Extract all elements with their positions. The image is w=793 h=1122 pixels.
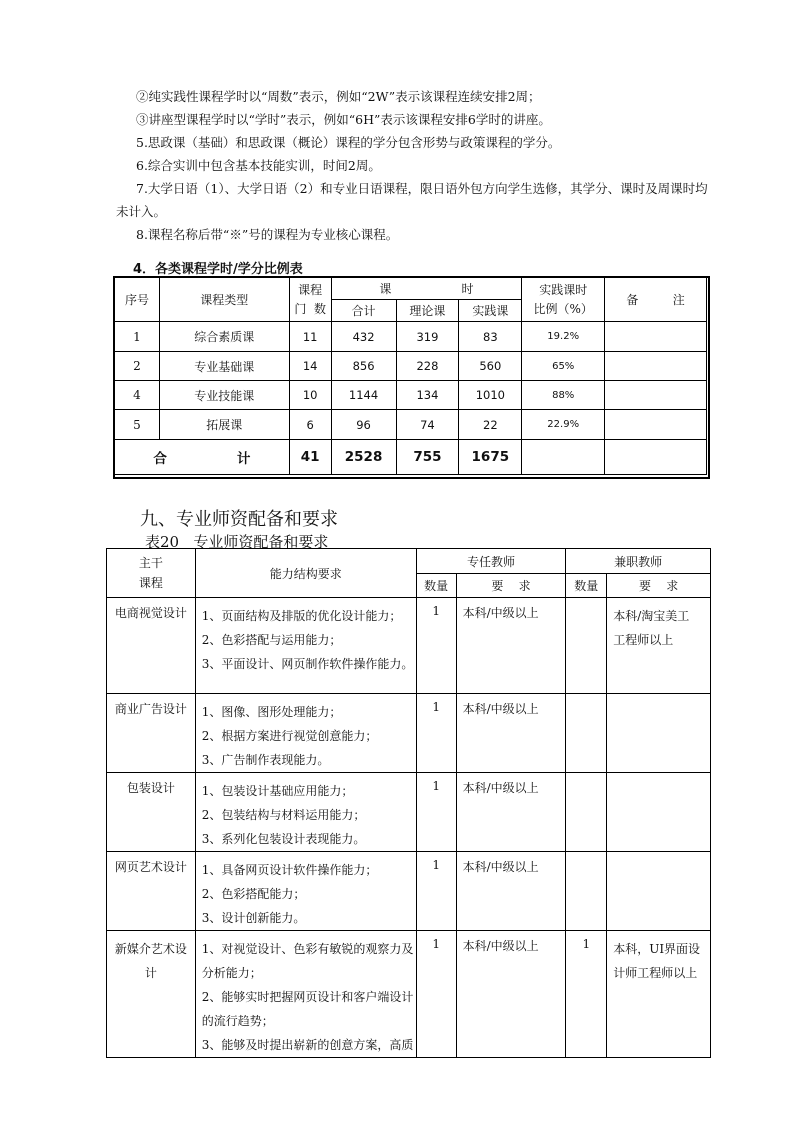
cell-course [107, 931, 196, 1058]
pt-req-line: 工程师以上 [613, 633, 674, 647]
total-hours: 2528 [331, 440, 396, 475]
ability-line: 2、根据方案进行视觉创意能力； [201, 729, 378, 743]
cell-pt-req [607, 598, 711, 694]
header-remark: 备 注 [605, 278, 707, 322]
header-hours-right: 时 [461, 282, 474, 296]
teacher-staffing-table [106, 548, 711, 1058]
cell-course: 电商视觉设计 [107, 598, 196, 694]
cell-count: 6 [289, 410, 331, 440]
cell-total: 1144 [331, 381, 396, 410]
course-line: 计 [144, 966, 157, 980]
cell-theory: 319 [396, 322, 459, 352]
header-hours [331, 278, 522, 300]
header-ability: 能力结构要求 [195, 549, 416, 598]
note-2: ②纯实践性课程学时以“周数”表示，例如“2W”表示该课程连续安排2周； [136, 89, 541, 104]
ability-line: 1、具备网页设计软件操作能力； [201, 863, 378, 877]
note-6: 6.综合实训中包含基本技能实训，时间2周。 [136, 158, 381, 173]
table-row [107, 694, 711, 773]
cell-pt-qty [566, 694, 607, 773]
header-practice-ratio [522, 278, 605, 322]
note-5: 5.思政课（基础）和思政课（概论）课程的学分包含形势与政策课程的学分。 [136, 135, 561, 150]
cell-ratio: 65% [522, 352, 605, 381]
cell-ft-qty: 1 [416, 598, 456, 694]
total-ratio-empty [522, 440, 605, 475]
ability-line: 的流行趋势； [201, 1014, 274, 1028]
pt-req-line: 计师工程师以上 [613, 966, 698, 980]
cell-ft-req: 本科/中级以上 [456, 852, 566, 931]
table-row [115, 322, 707, 352]
header-ft-req: 要 求 [456, 574, 566, 598]
cell-seq: 5 [115, 410, 160, 440]
cell-ft-req: 本科/中级以上 [456, 931, 566, 1058]
total-count: 41 [289, 440, 331, 475]
cell-type: 拓展课 [159, 410, 289, 440]
cell-remark [605, 352, 707, 381]
cell-pt-qty: 1 [566, 931, 607, 1058]
cell-theory: 74 [396, 410, 459, 440]
header-ft-qty: 数量 [416, 574, 456, 598]
header-count-top: 课程 [298, 282, 323, 297]
ability-line: 3、设计创新能力。 [201, 911, 306, 925]
ability-line: 2、能够实时把握网页设计和客户端设计 [201, 990, 414, 1004]
table-row [107, 931, 711, 1058]
cell-ratio: 22.9% [522, 410, 605, 440]
cell-seq: 1 [115, 322, 160, 352]
ability-line: 1、页面结构及排版的优化设计能力； [201, 609, 402, 623]
cell-remark [605, 322, 707, 352]
cell-abilities [195, 598, 416, 694]
note-8: 8.课程名称后带“※”号的课程为专业核心课程。 [136, 227, 399, 242]
course-hours-ratio-table [114, 277, 707, 475]
header-course-bottom: 课程 [138, 576, 163, 590]
total-label [115, 440, 290, 475]
cell-ft-qty: 1 [416, 852, 456, 931]
cell-pt-qty [566, 773, 607, 852]
ability-line: 分析能力； [201, 966, 262, 980]
cell-count: 11 [289, 322, 331, 352]
cell-count: 10 [289, 381, 331, 410]
note-3: ③讲座型课程学时以“学时”表示，例如“6H”表示该课程安排6学时的讲座。 [136, 112, 551, 127]
header-parttime: 兼职教师 [566, 549, 711, 574]
header-hours-left: 课 [379, 282, 392, 296]
header-total: 合计 [331, 300, 396, 322]
cell-abilities [195, 694, 416, 773]
cell-theory: 228 [396, 352, 459, 381]
table-row [115, 410, 707, 440]
cell-ft-req: 本科/中级以上 [456, 773, 566, 852]
cell-total: 432 [331, 322, 396, 352]
ability-line: 2、色彩搭配能力； [201, 887, 306, 901]
cell-ft-req: 本科/中级以上 [456, 694, 566, 773]
header-pt-req: 要 求 [607, 574, 711, 598]
cell-practice: 560 [459, 352, 522, 381]
cell-ft-req: 本科/中级以上 [456, 598, 566, 694]
ability-line: 3、平面设计、网页制作软件操作能力。 [201, 657, 414, 671]
cell-total: 856 [331, 352, 396, 381]
table-row [107, 773, 711, 852]
cell-ft-qty: 1 [416, 931, 456, 1058]
cell-course: 网页艺术设计 [107, 852, 196, 931]
total-row [115, 440, 707, 475]
table-row [107, 852, 711, 931]
course-line: 新媒介艺术设 [114, 942, 187, 956]
cell-practice: 83 [459, 322, 522, 352]
cell-pt-req [607, 773, 711, 852]
cell-type: 专业技能课 [159, 381, 289, 410]
header-seq: 序号 [115, 278, 160, 322]
ability-line: 1、图像、图形处理能力； [201, 705, 342, 719]
cell-pt-req [607, 852, 711, 931]
ability-line: 1、对视觉设计、色彩有敏锐的观察力及 [201, 942, 414, 956]
pt-req-line: 本科，UI界面设 [613, 942, 701, 956]
table20-caption: 表20 专业师资配备和要求 [145, 533, 329, 551]
ability-line: 1、包装设计基础应用能力； [201, 784, 354, 798]
ability-line: 2、色彩搭配与运用能力； [201, 633, 342, 647]
cell-ft-qty: 1 [416, 694, 456, 773]
cell-remark [605, 410, 707, 440]
cell-total: 96 [331, 410, 396, 440]
header-practice: 实践课 [459, 300, 522, 322]
cell-type: 专业基础课 [159, 352, 289, 381]
ability-line: 3、广告制作表现能力。 [201, 753, 330, 767]
cell-abilities [195, 773, 416, 852]
cell-type: 综合素质课 [159, 322, 289, 352]
note-7: 7.大学日语（1）、大学日语（2）和专业日语课程，限日语外包方向学生选修，其学分、课时及周课时均未计入。 [116, 181, 708, 219]
total-label-left: 合 [153, 451, 167, 467]
ability-line: 3、能够及时提出崭新的创意方案，高质 [201, 1038, 414, 1052]
header-course-type: 课程类型 [159, 278, 289, 322]
table-row [107, 598, 711, 694]
cell-pt-req [607, 694, 711, 773]
cell-practice: 1010 [459, 381, 522, 410]
header-pt-qty: 数量 [566, 574, 607, 598]
cell-abilities [195, 931, 416, 1058]
ability-line: 2、包装结构与材料运用能力； [201, 808, 366, 822]
cell-pt-qty [566, 852, 607, 931]
header-theory: 理论课 [396, 300, 459, 322]
cell-practice: 22 [459, 410, 522, 440]
header-course-count [289, 278, 331, 322]
table-row [115, 352, 707, 381]
header-course-top: 主干 [138, 556, 163, 570]
cell-course: 商业广告设计 [107, 694, 196, 773]
total-practice: 1675 [459, 440, 522, 475]
cell-theory: 134 [396, 381, 459, 410]
header-main-course [107, 549, 196, 598]
header-count-bottom: 门 数 [294, 301, 326, 316]
header-fulltime: 专任教师 [416, 549, 566, 574]
cell-ft-qty: 1 [416, 773, 456, 852]
cell-ratio: 19.2% [522, 322, 605, 352]
table-row [115, 381, 707, 410]
cell-seq: 2 [115, 352, 160, 381]
cell-course: 包装设计 [107, 773, 196, 852]
cell-abilities [195, 852, 416, 931]
total-label-right: 计 [236, 451, 251, 467]
header-ratio-bottom: 比例（%） [533, 301, 593, 316]
total-remark-empty [605, 440, 707, 475]
header-ratio-top: 实践课时 [539, 282, 588, 297]
total-theory: 755 [396, 440, 459, 475]
cell-pt-req [607, 931, 711, 1058]
cell-seq: 4 [115, 381, 160, 410]
cell-ratio: 88% [522, 381, 605, 410]
cell-pt-qty [566, 598, 607, 694]
table4-title: 4．各类课程学时/学分比例表 [133, 262, 303, 277]
section-title: 九、专业师资配备和要求 [140, 509, 338, 530]
cell-remark [605, 381, 707, 410]
ability-line: 3、系列化包装设计表现能力。 [201, 832, 366, 846]
pt-req-line: 本科/淘宝美工 [613, 609, 690, 623]
cell-count: 14 [289, 352, 331, 381]
